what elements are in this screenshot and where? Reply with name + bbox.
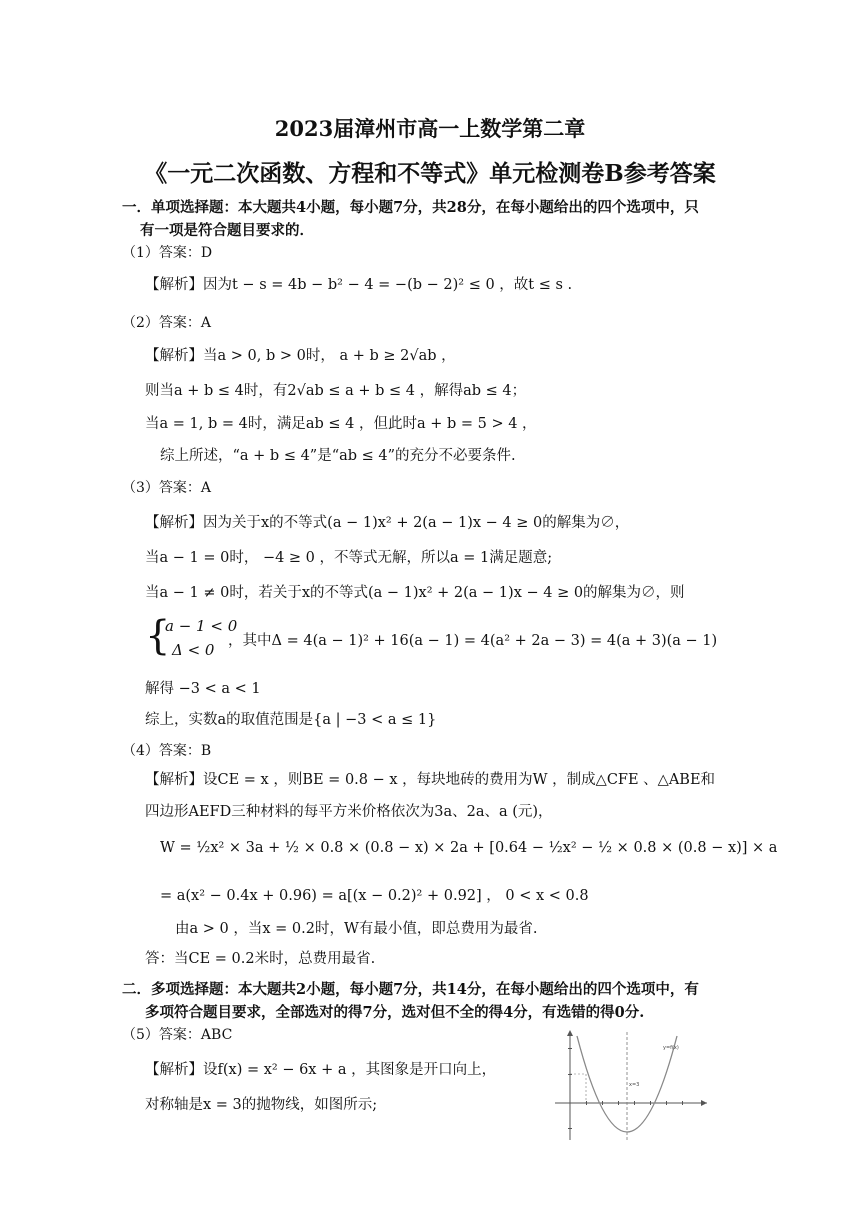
symmetry-label: x=3 [629,1082,640,1088]
q5-answer: （5）答案：ABC [122,1027,233,1043]
y-axis-arrow [567,1030,573,1036]
q5-line2: 对称轴是x = 3的抛物线，如图所示; [145,1097,378,1113]
q5-line1: 【解析】设f(x) = x² − 6x + a ，其图象是开口向上， [145,1062,497,1078]
section1-heading: 一．单项选择题：本大题共4小题，每小题7分，共28分，在每小题给出的四个选项中，只 [122,199,699,216]
q2-line3: 当a = 1, b = 4时，满足ab ≤ 4 ，但此时a + b = 5 > 4 ， [145,416,537,432]
page-subtitle: 《一元二次函数、方程和不等式》单元检测卷B参考答案 [144,160,716,187]
q3-line3: 当a − 1 ≠ 0时，若关于x的不等式(a − 1)x² + 2(a − 1)x − 4 ≥ 0的解集为∅，则 [145,585,685,601]
section2-heading-cont: 多项符合题目要求，全部选对的得7分，选对但不全的得4分，有选错的得0分. [145,1004,645,1021]
q1-explanation: 【解析】因为t − s = 4b − b² − 4 = −(b − 2)² ≤ 0 ，故t ≤ s . [145,277,573,293]
q4-cost-simplified: = a(x² − 0.4x + 0.96) = a[(x − 0.2)² + 0.92] ， 0 < x < 0.8 [160,888,589,904]
parabola-figure [555,1028,710,1143]
q4-conclusion: 答：当CE = 0.2米时，总费用最省. [145,951,376,967]
q3-answer: （3）答案：A [122,480,212,496]
q1-answer: （1）答案：D [122,245,213,261]
system-eq1: a − 1 < 0 [165,617,238,635]
q4-line5: 由a > 0 ，当x = 0.2时，W有最小值，即总费用为最省. [175,921,538,937]
q3-discriminant: ，其中Δ = 4(a − 1)² + 16(a − 1) = 4(a² + 2a − 3) = 4(a + 3)(a − 1) [228,633,718,649]
q4-line1: 【解析】设CE = x ，则BE = 0.8 − x ，每块地砖的费用为W ，制成△CFE 、△ABE和 [145,772,716,788]
q2-line1: 【解析】当a > 0, b > 0时， a + b ≥ 2√ab ， [145,348,456,364]
q3-line1: 【解析】因为关于x的不等式(a − 1)x² + 2(a − 1)x − 4 ≥ 0的解集为∅， [145,515,630,531]
q3-line2: 当a − 1 = 0时， −4 ≥ 0 ，不等式无解，所以a = 1满足题意; [145,550,553,566]
system-eq2: Δ < 0 [172,641,215,659]
x-axis-arrow [701,1100,707,1106]
q4-line2: 四边形AEFD三种材料的每平方米价格依次为3a、2a、a (元)， [145,804,553,820]
q4-cost-formula: W = ½x² × 3a + ½ × 0.8 × (0.8 − x) × 2a + [0.64 − ½x² − ½ × 0.8 × (0.8 − x)] × a [160,840,778,856]
curve-label: y=f(x) [663,1045,679,1051]
page-title: 2023届漳州市高一上数学第二章 [274,116,586,141]
section1-heading-cont: 有一项是符合题目要求的． [140,222,314,239]
section2-heading: 二．多项选择题：本大题共2小题，每小题7分，共14分，在每小题给出的四个选项中，有 [122,981,699,998]
q2-line2: 则当a + b ≤ 4时，有2√ab ≤ a + b ≤ 4 ，解得ab ≤ 4； [145,383,527,399]
q3-line6: 综上，实数a的取值范围是{a | −3 < a ≤ 1} [145,712,437,728]
system-brace: { [145,613,171,659]
q4-answer: （4）答案：B [122,743,212,759]
q2-line4: 综上所述，“a + b ≤ 4”是“ab ≤ 4”的充分不必要条件. [160,448,516,464]
q3-line5: 解得 −3 < a < 1 [145,681,261,697]
q2-answer: （2）答案：A [122,315,212,331]
